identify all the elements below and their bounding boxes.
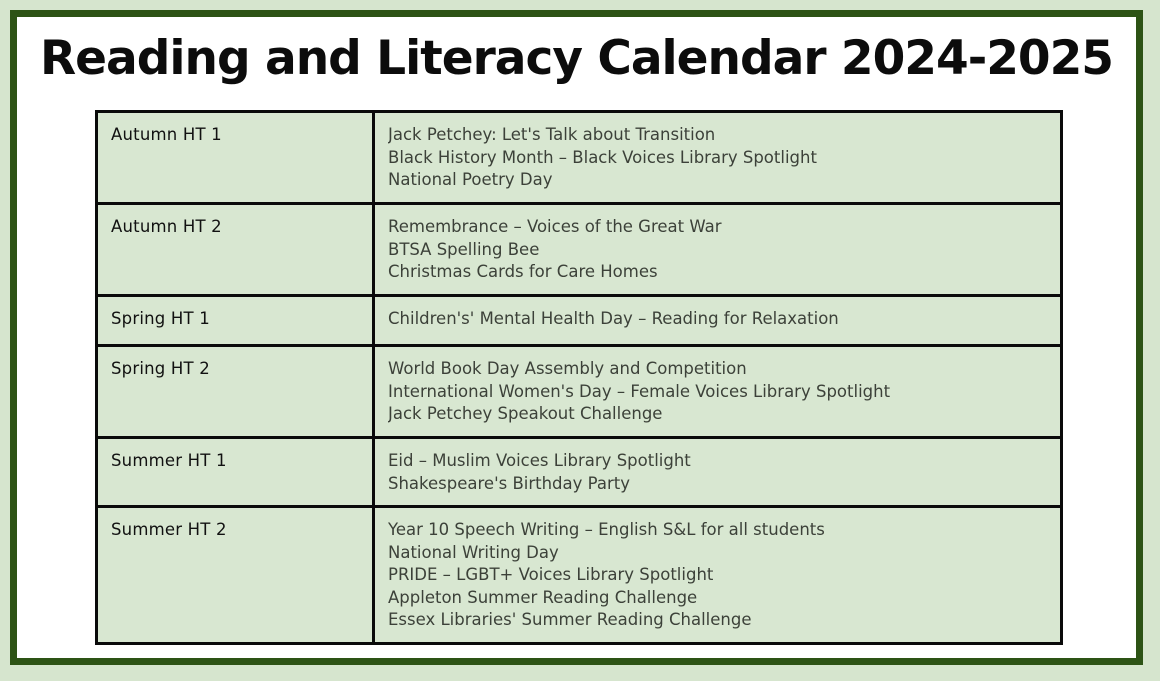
page-title: Reading and Literacy Calendar 2024-2025 [39, 31, 1114, 86]
term-cell [97, 438, 374, 507]
event-line: Remembrance – Voices of the Great War [388, 217, 722, 236]
document-frame [10, 10, 1143, 665]
event-line: World Book Day Assembly and Competition [388, 359, 747, 378]
table-row [97, 296, 1062, 346]
event-line: Appleton Summer Reading Challenge [388, 587, 698, 607]
table-row [97, 438, 1062, 507]
term-cell [97, 507, 374, 644]
events-cell [374, 346, 1062, 438]
event-line: Jack Petchey: Let's Talk about Transition [388, 125, 716, 144]
event-line: Children's' Mental Health Day – Reading for Relaxation [388, 309, 839, 328]
event-line: PRIDE – LGBT+ Voices Library Spotlight [388, 565, 714, 584]
table-row [97, 112, 1062, 204]
term-label: Summer HT 2 [111, 520, 227, 539]
term-label: Spring HT 1 [111, 309, 210, 328]
event-line: Shakespeare's Birthday Party [388, 473, 630, 493]
term-cell [97, 296, 374, 346]
event-line: Black History Month – Black Voices Library Spotlight [388, 147, 817, 167]
events-cell [374, 296, 1062, 346]
event-line: Jack Petchey Speakout Challenge [388, 404, 663, 423]
event-line: Essex Libraries' Summer Reading Challenge [388, 610, 752, 629]
term-label: Autumn HT 1 [111, 125, 222, 144]
event-line: Christmas Cards for Care Homes [388, 262, 658, 281]
event-line: BTSA Spelling Bee [388, 239, 540, 259]
event-line: National Writing Day [388, 542, 559, 562]
term-label: Summer HT 1 [111, 451, 227, 470]
table-row [97, 346, 1062, 438]
events-cell [374, 438, 1062, 507]
calendar-table [95, 110, 1063, 645]
event-line: International Women's Day – Female Voices Library Spotlight [388, 381, 891, 401]
term-cell [97, 204, 374, 296]
term-cell [97, 346, 374, 438]
table-row [97, 507, 1062, 644]
term-cell [97, 112, 374, 204]
table-row [97, 204, 1062, 296]
term-label: Spring HT 2 [111, 359, 210, 378]
event-line: Year 10 Speech Writing – English S&L for all students [388, 520, 825, 539]
calendar-body [97, 112, 1062, 644]
events-cell [374, 112, 1062, 204]
event-line: National Poetry Day [388, 170, 553, 189]
term-label: Autumn HT 2 [111, 217, 222, 236]
events-cell [374, 507, 1062, 644]
events-cell [374, 204, 1062, 296]
event-line: Eid – Muslim Voices Library Spotlight [388, 451, 691, 470]
